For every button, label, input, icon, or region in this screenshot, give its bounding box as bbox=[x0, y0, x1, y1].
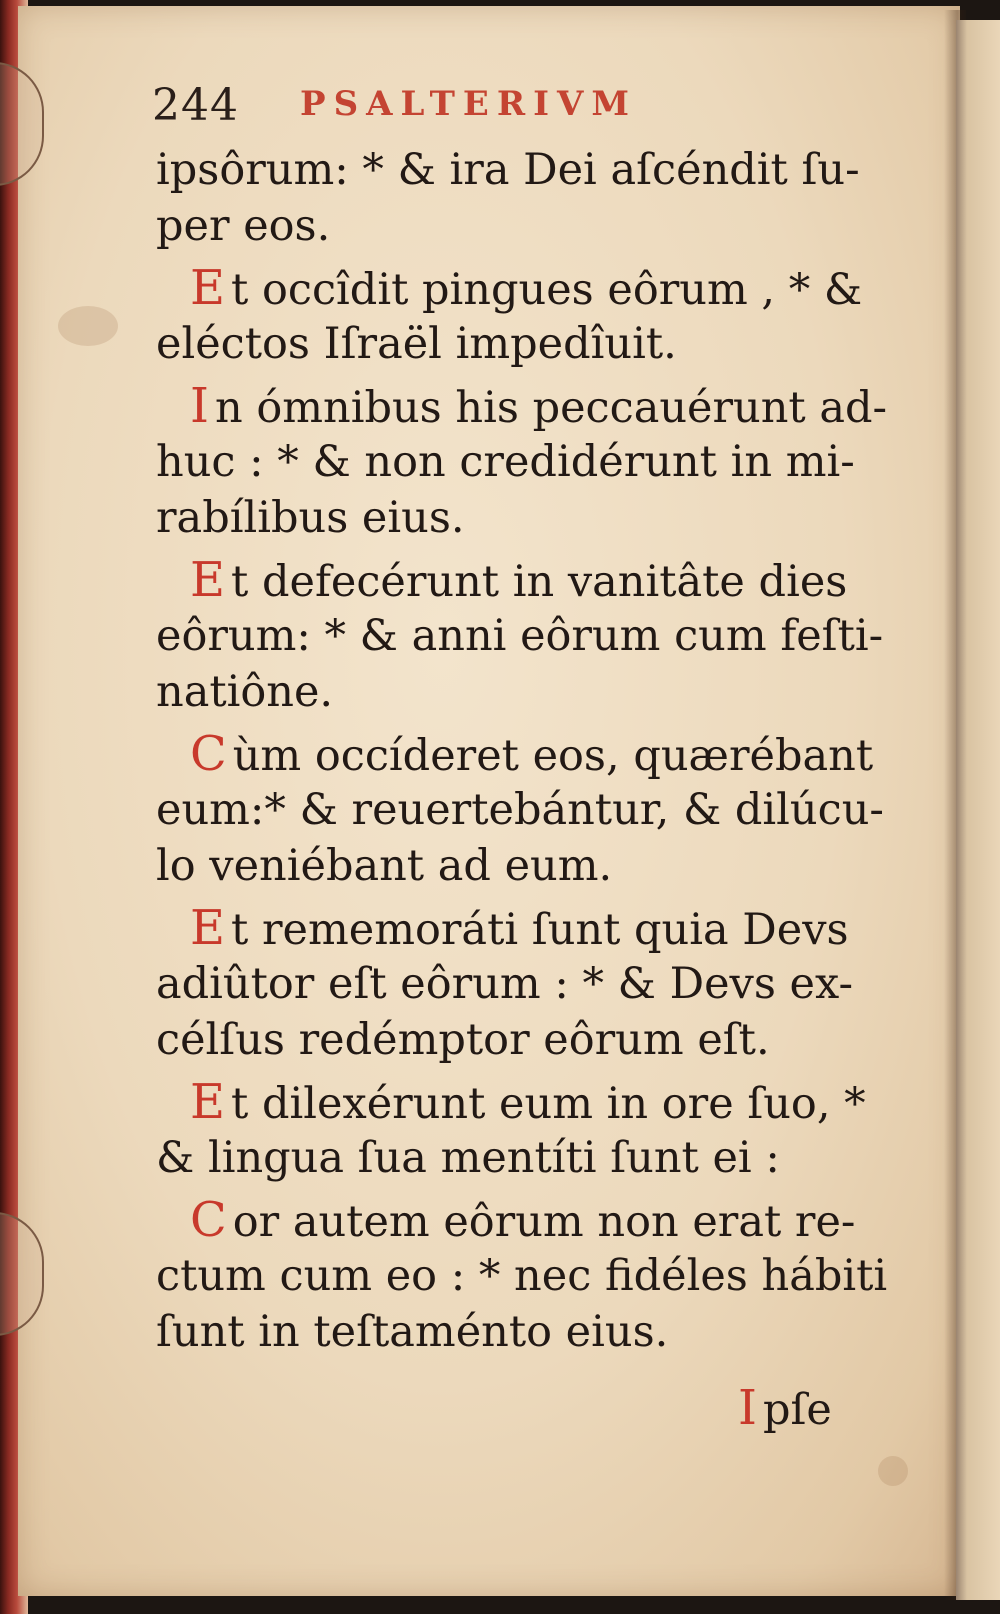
line-text: ipsôrum: * & ira Dei aſcéndit ſu- bbox=[156, 145, 860, 195]
line-text: t defecérunt in vanitâte dies bbox=[231, 557, 848, 607]
line-text: lo veniébant ad eum. bbox=[156, 841, 613, 891]
verse bbox=[156, 142, 860, 254]
line-text: adiûtor eſt eôrum : * & Devs ex- bbox=[156, 959, 854, 1009]
line-text: célſus redémptor eôrum eſt. bbox=[156, 1015, 770, 1065]
line-text: ctum cum eo : * nec fidéles hábiti bbox=[156, 1251, 888, 1301]
line-text: ùm occíderet eos, quærébant bbox=[232, 731, 874, 781]
page-number: 244 bbox=[152, 80, 239, 131]
line-text: t occîdit pingues eôrum , * & bbox=[231, 265, 863, 315]
verse-line bbox=[156, 838, 856, 894]
verse-line bbox=[156, 900, 856, 956]
verse bbox=[156, 1074, 866, 1186]
verse-line bbox=[156, 1304, 856, 1360]
verse-line bbox=[156, 434, 856, 490]
rubricated-initial: E bbox=[190, 1074, 226, 1130]
rubricated-initial: E bbox=[190, 552, 226, 608]
verse bbox=[156, 378, 888, 546]
verse bbox=[156, 1192, 888, 1360]
rubricated-initial: I bbox=[190, 378, 209, 434]
verse bbox=[156, 260, 863, 372]
verse-line bbox=[156, 664, 856, 720]
verse bbox=[156, 900, 856, 1068]
line-text: t dilexérunt eum in ore ſuo, * bbox=[231, 1079, 866, 1129]
catchword-text: pſe bbox=[762, 1385, 832, 1435]
verse-line bbox=[156, 1012, 856, 1068]
line-text: eôrum: * & anni eôrum cum feſti- bbox=[156, 611, 884, 661]
line-text: rabílibus eius. bbox=[156, 493, 465, 543]
verse-line bbox=[156, 782, 884, 838]
verse-line bbox=[156, 316, 856, 372]
line-text: t rememoráti ſunt quia Devs bbox=[231, 905, 849, 955]
line-text: eléctos Iſraël impedîuit. bbox=[156, 319, 677, 369]
rubricated-initial: C bbox=[190, 726, 227, 782]
facing-page-edge bbox=[956, 20, 1000, 1600]
verse-line bbox=[156, 608, 884, 664]
paper-stain bbox=[58, 306, 118, 346]
rubricated-initial: E bbox=[190, 900, 226, 956]
rubricated-initial: E bbox=[190, 260, 226, 316]
verse-line bbox=[156, 198, 856, 254]
running-head: PSALTERIVM bbox=[300, 84, 638, 124]
catchword-initial: I bbox=[738, 1380, 757, 1436]
rubricated-initial: C bbox=[190, 1192, 227, 1248]
verse-line bbox=[156, 142, 860, 198]
line-text: eum:* & reuertebántur, & dilúcu- bbox=[156, 785, 884, 835]
verse-line bbox=[156, 1130, 856, 1186]
line-text: natiône. bbox=[156, 667, 334, 717]
verse-line bbox=[156, 378, 888, 434]
line-text: per eos. bbox=[156, 201, 331, 251]
verse-line bbox=[156, 726, 874, 782]
verse-line bbox=[156, 956, 856, 1012]
verse-line bbox=[156, 552, 856, 608]
line-text: & lingua ſua mentíti ſunt ei : bbox=[156, 1133, 780, 1183]
verse-line bbox=[156, 1248, 888, 1304]
line-text: ſunt in teſtaménto eius. bbox=[156, 1307, 669, 1357]
verse-spacer bbox=[156, 1360, 856, 1366]
psalm-text bbox=[156, 142, 888, 1366]
line-text: or autem eôrum non erat re- bbox=[232, 1197, 856, 1247]
verse bbox=[156, 726, 884, 894]
paper-stain bbox=[878, 1456, 908, 1486]
verse-line bbox=[156, 1192, 856, 1248]
catchword bbox=[738, 1380, 832, 1438]
verse bbox=[156, 552, 884, 720]
line-text: n ómnibus his peccauérunt ad- bbox=[214, 383, 888, 433]
verse-line bbox=[156, 1074, 866, 1130]
verse-line bbox=[156, 490, 856, 546]
verse-line bbox=[156, 260, 863, 316]
line-text: huc : * & non credidérunt in mi- bbox=[156, 437, 855, 487]
